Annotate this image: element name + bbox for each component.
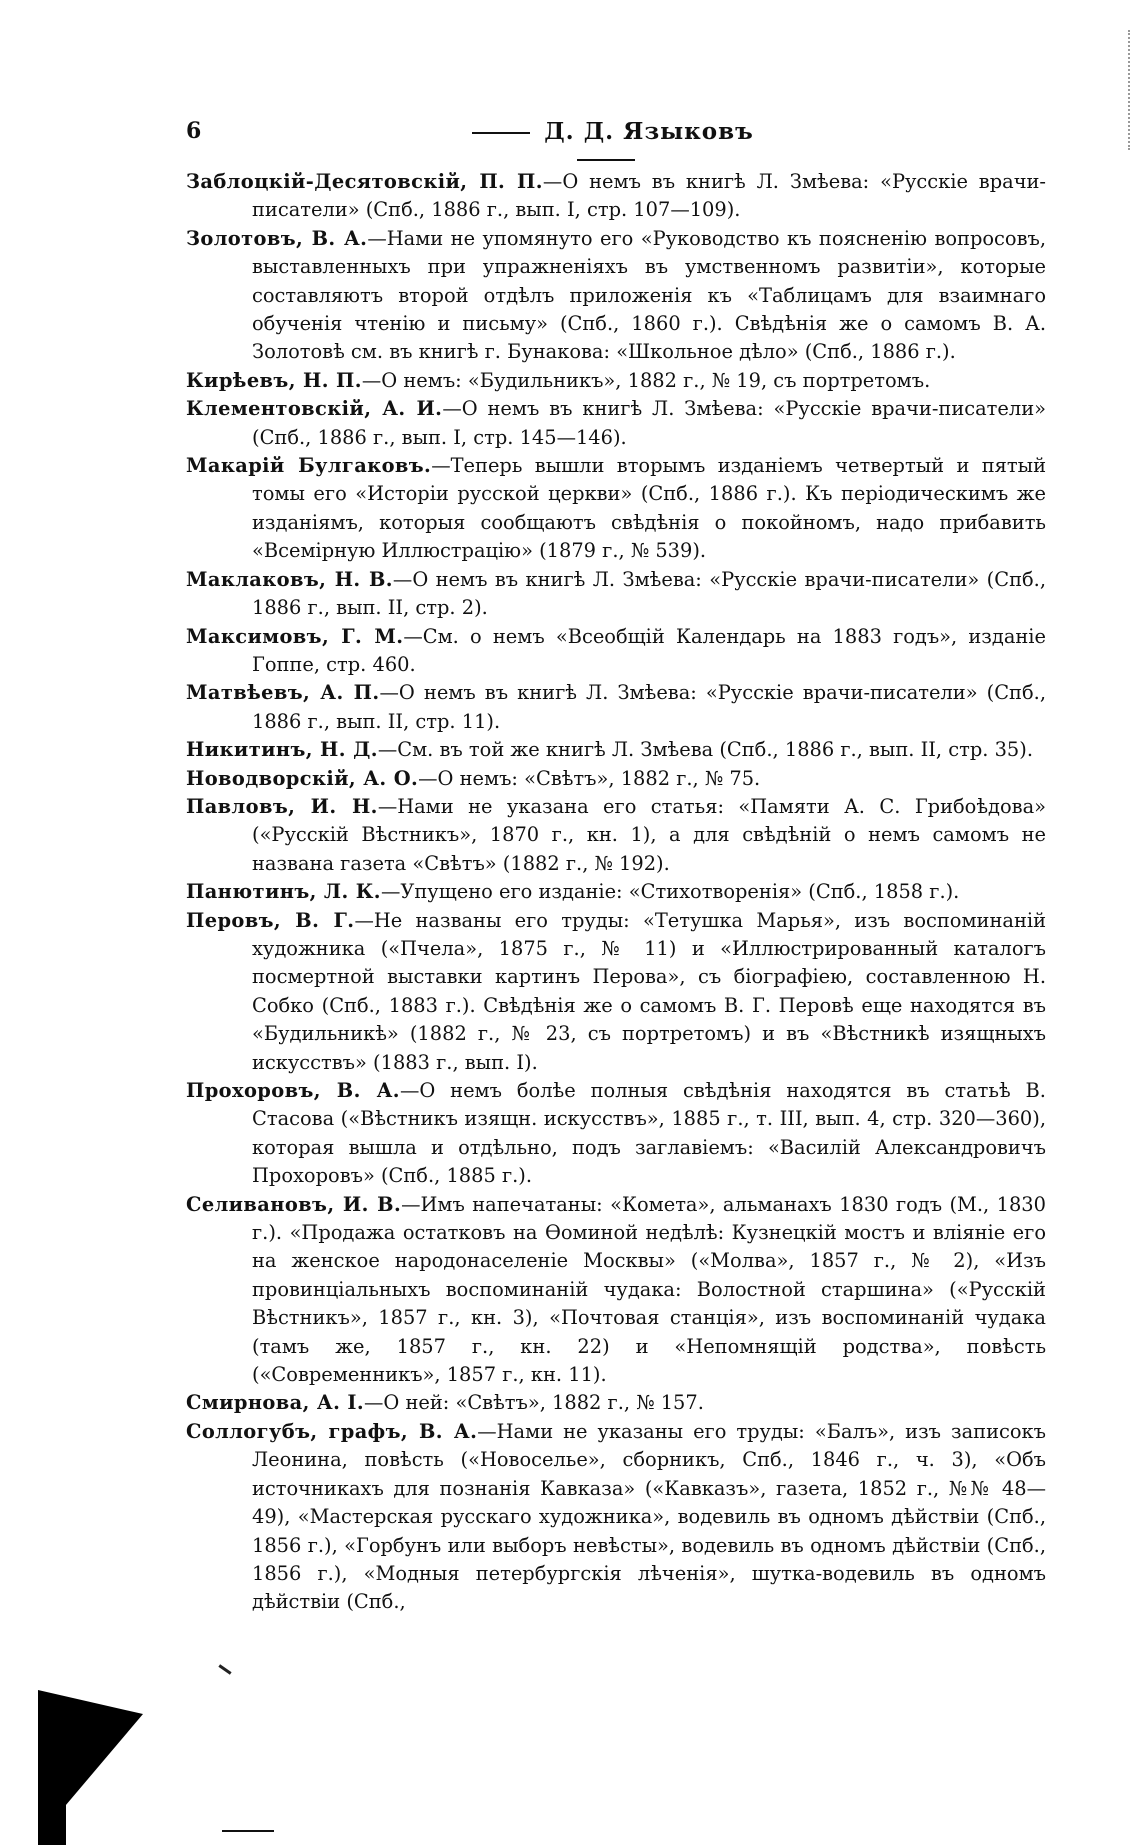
entry-name: Никитинъ, Н. Д.: [186, 738, 378, 762]
entry-text: —Нами не указана его статья: «Памяти А. С. Грибоѣдова» («Русскій Вѣстникъ», 1870 г., кн. 1), а для свѣдѣній о немъ самомъ не названа газета «Свѣтъ» (1882 г., № 192).: [252, 794, 1046, 875]
entry-zolotov: [186, 225, 1046, 367]
entry-maksimov: [186, 623, 1046, 680]
entry-name: Максимовъ, Г. М.: [186, 624, 404, 648]
entry-text: —Нами не упомянуто его «Руководство къ поясненію вопросовъ, выставленныхъ при упражненіяхъ въ умственномъ развитіи», которые составляютъ второй отдѣлъ приложенія къ «Таблицамъ для взаимнаго обученія чтенію и письму» (Спб., 1860 г.). Свѣдѣнія же о самомъ В. А. Золотовѣ см. въ книгѣ г. Бунакова: «Школьное дѣло» (Спб., 1886 г.).: [252, 226, 1046, 364]
entry-name: Прохоровъ, В. А.: [186, 1079, 400, 1102]
entry-name: Матвѣевъ, А. П.: [186, 681, 380, 705]
entry-matveev: [186, 679, 1046, 736]
entry-text: —См. въ той же книгѣ Л. Змѣева (Спб., 1886 г., вып. II, стр. 35).: [377, 738, 1033, 762]
entry-nikitin: [186, 736, 1046, 764]
scan-bottom-line: [222, 1830, 274, 1832]
right-rule: [577, 159, 635, 161]
entry-text: —О немъ въ книгѣ Л. Змѣева: «Русскіе врачи-писатели» (Спб., 1886 г., вып. II, стр. 11).: [252, 681, 1046, 733]
scan-edge-marks: [1128, 30, 1132, 150]
entry-list: [186, 168, 1046, 1617]
entry-perov: [186, 907, 1046, 1077]
scan-tick-mark: [218, 1664, 231, 1674]
entry-text: —О немъ болѣе полныя свѣдѣнія находятся въ статьѣ В. Стасова («Вѣстникъ изящн. искусствъ», 1885 г., т. III, вып. 4, стр. 320—360), которая вышла и отдѣльно, подъ заглавіемъ: «Василій Александровичъ Прохоровъ» (Спб., 1885 г.).: [252, 1079, 1046, 1188]
running-title-block: [436, 118, 776, 172]
entry-name: Золотовъ, В. А.: [186, 226, 368, 250]
entry-klementovsky: [186, 395, 1046, 452]
page-header: [186, 118, 1026, 152]
entry-name: Панютинъ, Л. К.: [186, 880, 381, 904]
entry-name: Перовъ, В. Г.: [186, 908, 355, 932]
entry-text: —Не названы его труды: «Тетушка Марья», изъ воспоминаній художника («Пчела», 1875 г., № 11) и «Иллюстрированный каталогъ посмертной выставки картинъ Перова», съ біографіею, составленною Н. Собко (Спб., 1883 г.). Свѣдѣнія же о самомъ В. Г. Перовѣ еще находятся въ «Будильникѣ» (1882 г., № 23, съ портретомъ) и въ «Вѣстникѣ изящныхъ искусствъ» (1883 г., вып. I).: [252, 908, 1047, 1074]
entry-selivanov: [186, 1191, 1046, 1390]
entry-prokhorov: [186, 1077, 1046, 1191]
entry-name: Смирнова, А. І.: [186, 1391, 364, 1415]
entry-text: —О немъ въ книгѣ Л. Змѣева: «Русскіе врачи-писатели» (Спб., 1886 г., вып. I, стр. 107—109).: [252, 170, 1046, 222]
entry-kireev: [186, 367, 1046, 395]
entry-name: Павловъ, И. Н.: [186, 794, 378, 818]
scan-corner-mark-tail: [38, 1775, 66, 1845]
entry-name: Новодворскій, А. О.: [186, 766, 419, 790]
entry-makary: [186, 452, 1046, 566]
entry-name: Клементовскій, А. И.: [186, 397, 443, 421]
entry-name: Макарій Булгаковъ.: [186, 454, 432, 478]
left-rule: [472, 132, 530, 134]
entry-name: Маклаковъ, Н. В.: [186, 567, 393, 591]
entry-text: —О немъ: «Будильникъ», 1882 г., № 19, съ портретомъ.: [361, 368, 931, 392]
running-title: Д. Д. Языковъ: [544, 118, 754, 145]
entry-zabłocki: [186, 168, 1046, 225]
entry-text: —Теперь вышли вторымъ изданіемъ четвертый и пятый томы его «Исторіи русской церкви» (Спб., 1886 г.). Къ періодическимъ же изданіямъ, которыя сообщаютъ свѣдѣнія о покойномъ, надо прибавить «Всемірную Иллюстрацію» (1879 г., № 539).: [252, 454, 1046, 563]
entry-text: —Нами не указаны его труды: «Балъ», изъ записокъ Леонина, повѣсть («Новоселье», сборникъ, Спб., 1846 г., ч. 3), «Объ источникахъ для познанія Кавказа» («Кавказъ», газета, 1852 г., №№ 48—49), «Мастерская русскаго художника», водевиль въ одномъ дѣйствіи (Спб., 1856 г.), «Горбунъ или выборъ невѣсты», водевиль въ одномъ дѣйствіи (Спб., 1856 г.), «Модныя петербургскія лѣченія», шутка-водевиль въ одномъ дѣйствіи (Спб.,: [252, 1419, 1046, 1614]
entry-novodvorsky: [186, 765, 1046, 793]
entry-name: Кирѣевъ, Н. П.: [186, 368, 362, 392]
entry-text: —О немъ: «Свѣтъ», 1882 г., № 75.: [418, 766, 761, 790]
entry-maklakov: [186, 566, 1046, 623]
entry-name: Селивановъ, И. В.: [186, 1192, 402, 1216]
entry-text: —Имъ напечатаны: «Комета», альманахъ 1830 годъ (М., 1830 г.). «Продажа остатковъ на Ѳоминой недѣлѣ: Кузнецкій мостъ и вліяніе его на женское народонаселеніе Москвы» («Молва», 1857 г., № 2), «Изъ провинціальныхъ воспоминаній чудака: Волостной старшина» («Русскій Вѣстникъ», 1857 г., кн. 3), «Почтовая станція», изъ воспоминаній чудака (тамъ же, 1857 г., кн. 22) и «Непомнящій родства», повѣсть («Современникъ», 1857 г., кн. 11).: [252, 1192, 1046, 1387]
entry-text: —О ней: «Свѣтъ», 1882 г., № 157.: [364, 1391, 704, 1415]
entry-text: —См. о немъ «Всеобщій Календарь на 1883 годъ», изданіе Гоппе, стр. 460.: [252, 624, 1046, 676]
entry-smirnova: [186, 1389, 1046, 1417]
entry-sollogub: [186, 1418, 1046, 1617]
entry-text: —О немъ въ книгѣ Л. Змѣева: «Русскіе врачи-писатели» (Спб., 1886 г., вып. II, стр. 2).: [252, 567, 1046, 620]
page-number: 6: [186, 118, 202, 144]
entry-text: —О немъ въ книгѣ Л. Змѣева: «Русскіе врачи-писатели» (Спб., 1886 г., вып. I, стр. 145—146).: [252, 397, 1046, 449]
entry-text: —Упущено его изданіе: «Стихотворенія» (Спб., 1858 г.).: [380, 880, 960, 904]
entry-name: Заблоцкій-Десятовскій, П. П.: [186, 170, 543, 193]
entry-pavlov: [186, 793, 1046, 878]
entry-panyutin: [186, 878, 1046, 906]
entry-name: Соллогубъ, графъ, В. А.: [186, 1419, 478, 1443]
